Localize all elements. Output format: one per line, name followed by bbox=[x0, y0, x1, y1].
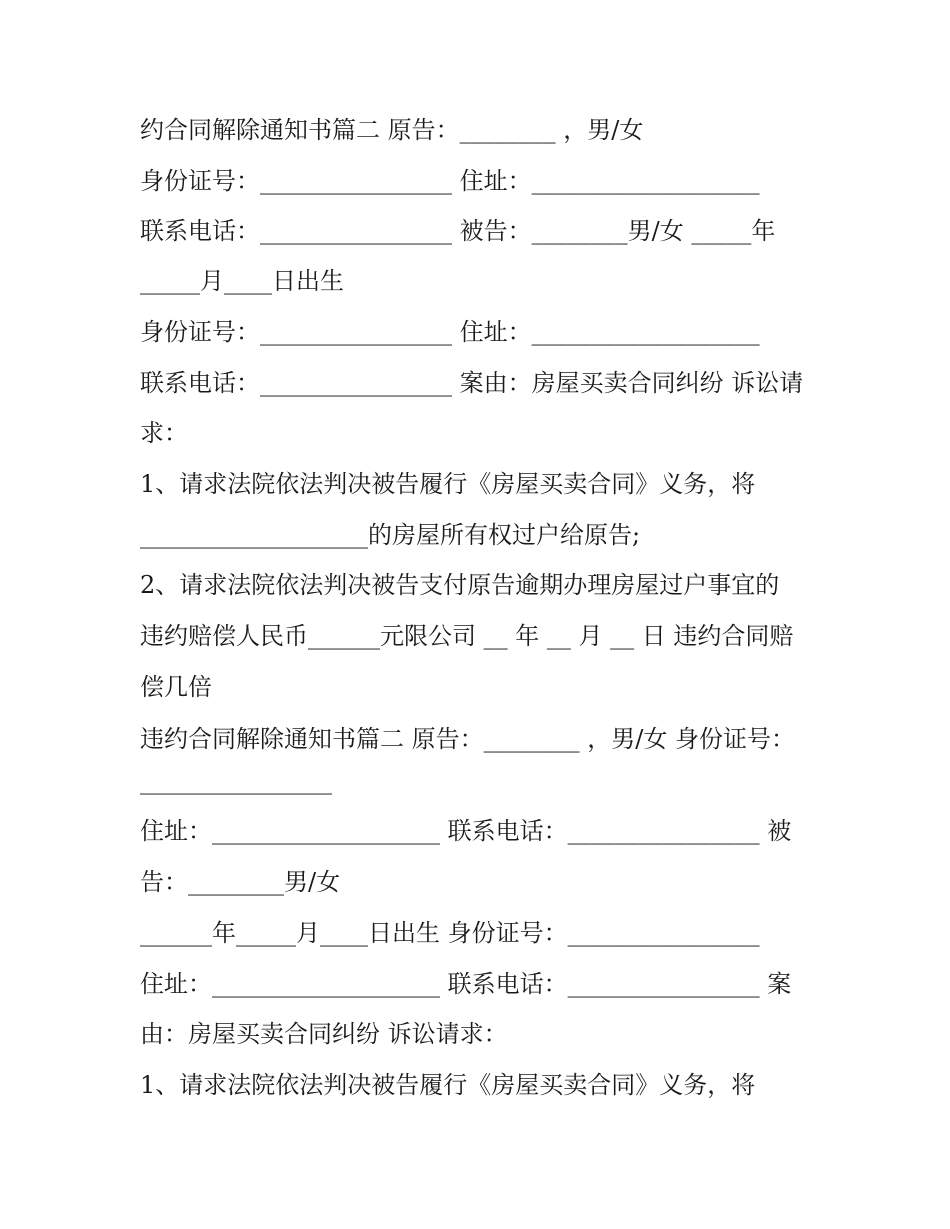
text-line-16: 告：________男/女 bbox=[140, 868, 341, 896]
text-line-7: 求： bbox=[140, 419, 188, 447]
text-line-10: 2、请求法院依法判决被告支付原告逾期办理房屋过户事宜的 bbox=[140, 571, 780, 599]
text-line-14: ________________ bbox=[140, 767, 332, 795]
text-line-6: 联系电话：________________ 案由：房屋买卖合同纠纷 诉讼请 bbox=[140, 369, 804, 397]
text-line-5: 身份证号：________________ 住址：___________________ bbox=[140, 318, 760, 346]
text-line-19: 由：房屋买卖合同纠纷 诉讼请求： bbox=[140, 1020, 508, 1048]
text-line-15: 住址：___________________ 联系电话：________________ 被 bbox=[140, 817, 792, 845]
text-line-17: ______年_____月____日出生 身份证号：________________ bbox=[140, 919, 760, 947]
text-line-9: ___________________的房屋所有权过户给原告; bbox=[140, 521, 641, 549]
text-line-1: 约合同解除通知书篇二 原告：________ ，男/女 bbox=[140, 116, 644, 144]
text-line-18: 住址：___________________ 联系电话：________________ 案 bbox=[140, 970, 792, 998]
text-line-12: 偿几倍 bbox=[140, 673, 212, 701]
text-line-11: 违约赔偿人民币______元限公司 __ 年 __ 月 __ 日 违约合同赔 bbox=[140, 622, 794, 650]
text-line-8: 1、请求法院依法判决被告履行《房屋买卖合同》义务，将 bbox=[140, 470, 756, 498]
text-line-2: 身份证号：________________ 住址：___________________ bbox=[140, 167, 760, 195]
text-line-3: 联系电话：________________ 被告：________男/女 _____年 bbox=[140, 217, 776, 245]
text-line-20: 1、请求法院依法判决被告履行《房屋买卖合同》义务，将 bbox=[140, 1071, 756, 1099]
text-line-13: 违约合同解除通知书篇二 原告：________ ，男/女 身份证号： bbox=[140, 725, 795, 753]
text-line-4: _____月____日出生 bbox=[140, 267, 344, 295]
